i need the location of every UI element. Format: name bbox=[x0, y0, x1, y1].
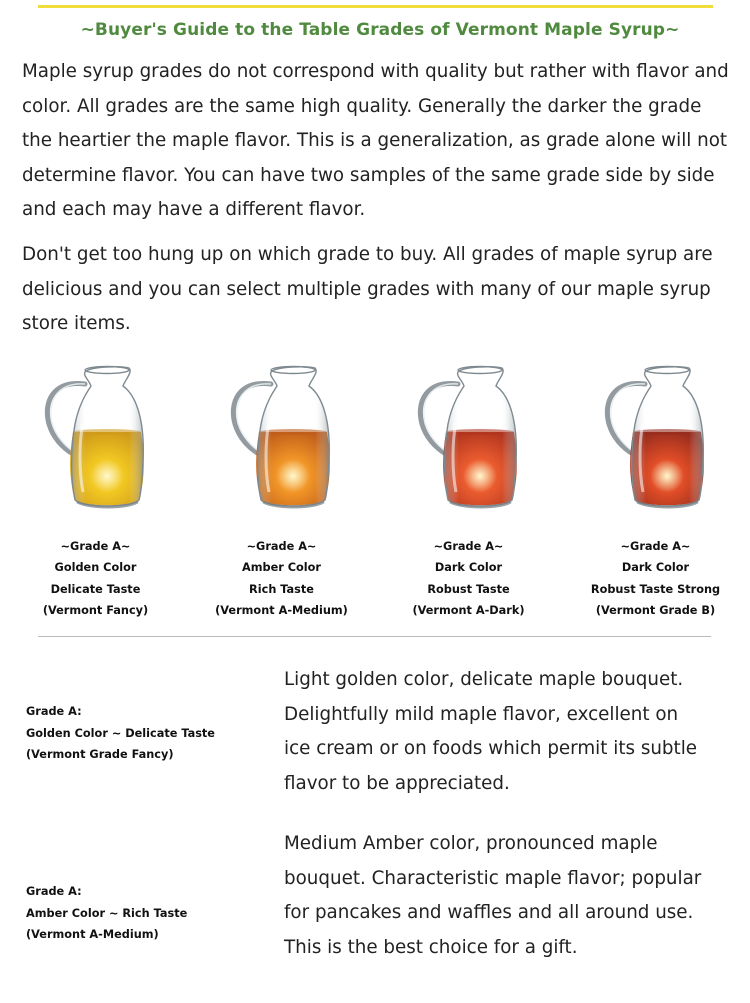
grade-card-dark bbox=[375, 362, 562, 621]
grade-taste: Robust Taste bbox=[427, 582, 510, 596]
grade-gallery bbox=[0, 362, 750, 622]
description-grade: Grade A: bbox=[26, 885, 82, 898]
grade-label: ~Grade A~ bbox=[620, 540, 691, 553]
grade-card-amber bbox=[188, 362, 375, 621]
grade-vermont-name: (Vermont A-Dark) bbox=[412, 603, 525, 617]
description-color-taste: Amber Color ~ Rich Taste bbox=[26, 906, 188, 920]
grade-label: ~Grade A~ bbox=[60, 540, 131, 553]
description-text-amber: Medium Amber color, pronounced maple bouquet. Characteristic maple flavor; popular for pancakes and waffles and all around use. This is the best choice for a gift. bbox=[284, 833, 702, 958]
grade-color: Amber Color bbox=[241, 561, 322, 575]
description-grade: Grade A: bbox=[26, 705, 82, 718]
syrup-pitcher-dark-icon bbox=[414, 362, 524, 510]
syrup-pitcher-very-dark-icon bbox=[601, 362, 711, 510]
grade-label: ~Grade A~ bbox=[433, 540, 504, 553]
grade-card-golden bbox=[2, 362, 189, 621]
grade-taste: Robust Taste Strong bbox=[590, 582, 721, 596]
page-title: ~Buyer's Guide to the Table Grades of Vermont Maple Syrup~ bbox=[80, 20, 680, 40]
description-label-amber bbox=[26, 881, 187, 946]
grade-label: ~Grade A~ bbox=[246, 540, 317, 553]
intro-paragraph-1: Maple syrup grades do not correspond with quality but rather with flavor and color. All grades are the same high quality. Generally the darker the grade the heartier the maple flavor. This is a generalization, as grade alone will not determine flavor. You can have two samples of the same grade side by side and each may have a different flavor. bbox=[22, 61, 729, 220]
section-divider bbox=[38, 636, 711, 637]
grade-color: Golden Color bbox=[54, 561, 137, 575]
grade-taste: Delicate Taste bbox=[50, 582, 141, 596]
description-color-taste: Golden Color ~ Delicate Taste bbox=[26, 726, 215, 740]
description-text-golden: Light golden color, delicate maple bouquet. Delightfully mild maple flavor, excellent on ice cream or on foods which permit its subtle flavor to be appreciated. bbox=[284, 669, 698, 794]
intro-paragraph-2: Don't get too hung up on which grade to buy. All grades of maple syrup are delicious and you can select multiple grades with many of our maple syrup store items. bbox=[22, 244, 713, 334]
description-label-golden bbox=[26, 701, 215, 766]
syrup-pitcher-amber-icon bbox=[227, 362, 337, 510]
grade-vermont-name: (Vermont Fancy) bbox=[42, 603, 149, 617]
description-vermont-name: (Vermont Grade Fancy) bbox=[26, 748, 174, 761]
grade-vermont-name: (Vermont Grade B) bbox=[595, 603, 716, 617]
top-divider-line bbox=[38, 5, 713, 8]
grade-card-very-dark bbox=[562, 362, 749, 621]
grade-vermont-name: (Vermont A-Medium) bbox=[215, 603, 348, 617]
grade-color: Dark Color bbox=[621, 561, 690, 575]
grade-taste: Rich Taste bbox=[249, 582, 314, 596]
syrup-pitcher-golden-icon bbox=[41, 362, 151, 510]
description-vermont-name: (Vermont A-Medium) bbox=[26, 928, 159, 941]
grade-color: Dark Color bbox=[434, 561, 503, 575]
